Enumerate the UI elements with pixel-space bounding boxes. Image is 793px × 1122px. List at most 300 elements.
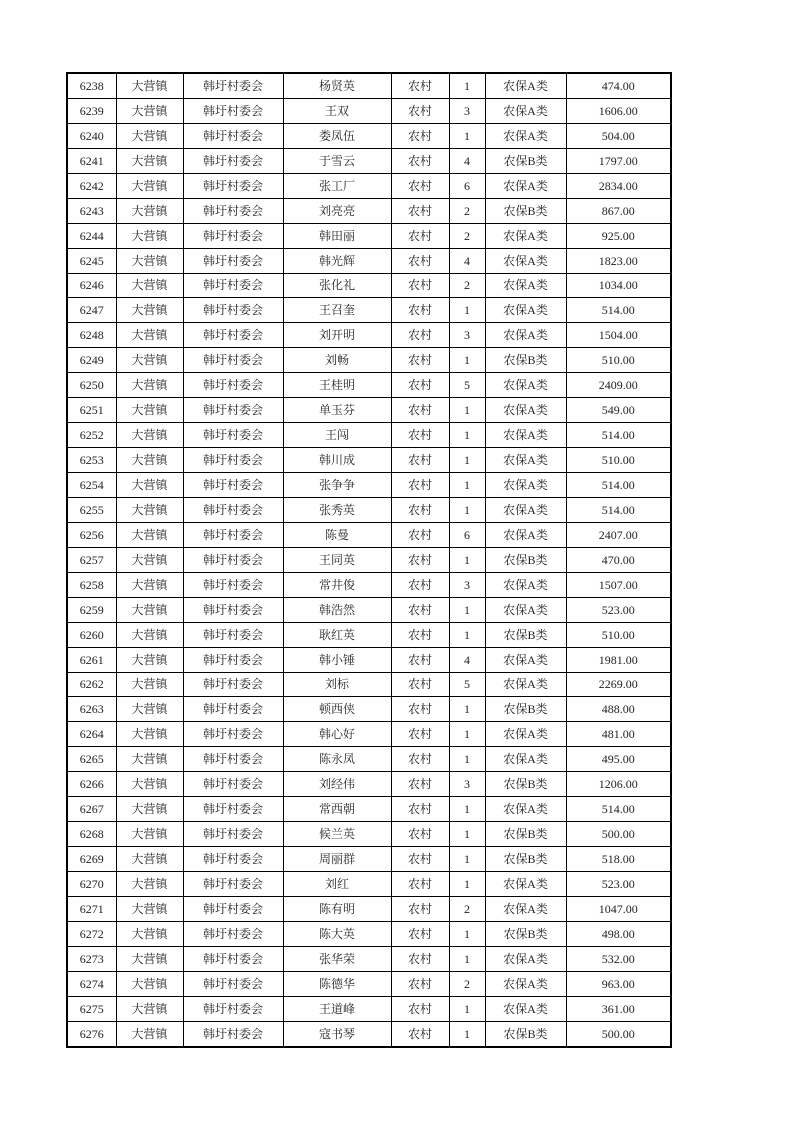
cell-type: 农保A类 xyxy=(485,98,566,123)
cell-village: 韩圩村委会 xyxy=(183,497,283,522)
cell-village: 韩圩村委会 xyxy=(183,248,283,273)
cell-town: 大营镇 xyxy=(116,448,183,473)
cell-residence: 农村 xyxy=(391,198,449,223)
cell-count: 1 xyxy=(449,847,485,872)
cell-town: 大营镇 xyxy=(116,348,183,373)
cell-count: 6 xyxy=(449,173,485,198)
cell-id: 6263 xyxy=(67,697,116,722)
cell-village: 韩圩村委会 xyxy=(183,597,283,622)
cell-name: 韩光辉 xyxy=(283,248,391,273)
cell-name: 张争争 xyxy=(283,473,391,498)
table-row xyxy=(67,772,671,797)
cell-name: 张化礼 xyxy=(283,273,391,298)
cell-type: 农保A类 xyxy=(485,497,566,522)
cell-town: 大营镇 xyxy=(116,423,183,448)
cell-residence: 农村 xyxy=(391,173,449,198)
cell-amount: 510.00 xyxy=(566,348,671,373)
cell-count: 3 xyxy=(449,772,485,797)
cell-type: 农保A类 xyxy=(485,448,566,473)
cell-name: 韩小锤 xyxy=(283,647,391,672)
cell-amount: 514.00 xyxy=(566,423,671,448)
table-row xyxy=(67,522,671,547)
cell-name: 韩田丽 xyxy=(283,223,391,248)
cell-residence: 农村 xyxy=(391,672,449,697)
cell-residence: 农村 xyxy=(391,273,449,298)
cell-id: 6265 xyxy=(67,747,116,772)
cell-name: 陈永凤 xyxy=(283,747,391,772)
cell-name: 陈德华 xyxy=(283,971,391,996)
table-row xyxy=(67,123,671,148)
cell-name: 常井俊 xyxy=(283,572,391,597)
cell-count: 6 xyxy=(449,522,485,547)
table-row xyxy=(67,1021,671,1046)
cell-count: 1 xyxy=(449,73,485,98)
cell-village: 韩圩村委会 xyxy=(183,697,283,722)
cell-id: 6242 xyxy=(67,173,116,198)
cell-type: 农保B类 xyxy=(485,148,566,173)
cell-village: 韩圩村委会 xyxy=(183,896,283,921)
cell-id: 6260 xyxy=(67,622,116,647)
cell-count: 1 xyxy=(449,398,485,423)
cell-type: 农保B类 xyxy=(485,198,566,223)
cell-count: 1 xyxy=(449,497,485,522)
cell-village: 韩圩村委会 xyxy=(183,996,283,1021)
cell-residence: 农村 xyxy=(391,323,449,348)
cell-count: 1 xyxy=(449,448,485,473)
cell-amount: 1507.00 xyxy=(566,572,671,597)
cell-type: 农保B类 xyxy=(485,348,566,373)
cell-village: 韩圩村委会 xyxy=(183,672,283,697)
cell-village: 韩圩村委会 xyxy=(183,123,283,148)
cell-id: 6268 xyxy=(67,822,116,847)
cell-amount: 1823.00 xyxy=(566,248,671,273)
cell-type: 农保A类 xyxy=(485,747,566,772)
cell-name: 于雪云 xyxy=(283,148,391,173)
cell-village: 韩圩村委会 xyxy=(183,946,283,971)
cell-name: 王道峰 xyxy=(283,996,391,1021)
cell-residence: 农村 xyxy=(391,148,449,173)
cell-type: 农保B类 xyxy=(485,772,566,797)
cell-type: 农保A类 xyxy=(485,123,566,148)
cell-id: 6246 xyxy=(67,273,116,298)
cell-name: 张华荣 xyxy=(283,946,391,971)
cell-village: 韩圩村委会 xyxy=(183,173,283,198)
cell-village: 韩圩村委会 xyxy=(183,921,283,946)
cell-name: 张工厂 xyxy=(283,173,391,198)
cell-count: 1 xyxy=(449,797,485,822)
cell-name: 王闯 xyxy=(283,423,391,448)
cell-name: 王召奎 xyxy=(283,298,391,323)
table-row xyxy=(67,148,671,173)
cell-village: 韩圩村委会 xyxy=(183,198,283,223)
cell-residence: 农村 xyxy=(391,423,449,448)
cell-residence: 农村 xyxy=(391,572,449,597)
table-row xyxy=(67,797,671,822)
cell-amount: 1504.00 xyxy=(566,323,671,348)
cell-count: 5 xyxy=(449,672,485,697)
cell-name: 常西朝 xyxy=(283,797,391,822)
cell-village: 韩圩村委会 xyxy=(183,872,283,897)
cell-town: 大营镇 xyxy=(116,647,183,672)
table-body xyxy=(67,73,671,1047)
cell-count: 4 xyxy=(449,647,485,672)
cell-town: 大营镇 xyxy=(116,996,183,1021)
table-row xyxy=(67,971,671,996)
cell-town: 大营镇 xyxy=(116,622,183,647)
cell-name: 刘开明 xyxy=(283,323,391,348)
cell-town: 大营镇 xyxy=(116,822,183,847)
cell-type: 农保A类 xyxy=(485,273,566,298)
cell-name: 王双 xyxy=(283,98,391,123)
cell-amount: 514.00 xyxy=(566,298,671,323)
cell-id: 6239 xyxy=(67,98,116,123)
document-page xyxy=(66,72,670,1048)
table-row xyxy=(67,323,671,348)
cell-type: 农保A类 xyxy=(485,797,566,822)
cell-amount: 523.00 xyxy=(566,597,671,622)
cell-town: 大营镇 xyxy=(116,722,183,747)
cell-village: 韩圩村委会 xyxy=(183,797,283,822)
cell-name: 王桂明 xyxy=(283,373,391,398)
cell-count: 2 xyxy=(449,223,485,248)
cell-count: 1 xyxy=(449,547,485,572)
cell-id: 6247 xyxy=(67,298,116,323)
cell-village: 韩圩村委会 xyxy=(183,622,283,647)
cell-amount: 470.00 xyxy=(566,547,671,572)
cell-id: 6244 xyxy=(67,223,116,248)
cell-id: 6276 xyxy=(67,1021,116,1046)
cell-amount: 1797.00 xyxy=(566,148,671,173)
cell-residence: 农村 xyxy=(391,123,449,148)
table-row xyxy=(67,872,671,897)
cell-residence: 农村 xyxy=(391,373,449,398)
cell-residence: 农村 xyxy=(391,73,449,98)
cell-amount: 510.00 xyxy=(566,622,671,647)
cell-type: 农保B类 xyxy=(485,822,566,847)
cell-residence: 农村 xyxy=(391,248,449,273)
table-row xyxy=(67,473,671,498)
table-row xyxy=(67,373,671,398)
table-row xyxy=(67,647,671,672)
cell-id: 6275 xyxy=(67,996,116,1021)
cell-town: 大营镇 xyxy=(116,597,183,622)
cell-amount: 518.00 xyxy=(566,847,671,872)
cell-residence: 农村 xyxy=(391,622,449,647)
cell-name: 张秀英 xyxy=(283,497,391,522)
cell-id: 6243 xyxy=(67,198,116,223)
cell-name: 顿西侠 xyxy=(283,697,391,722)
cell-type: 农保A类 xyxy=(485,522,566,547)
cell-village: 韩圩村委会 xyxy=(183,473,283,498)
cell-residence: 农村 xyxy=(391,996,449,1021)
cell-count: 1 xyxy=(449,423,485,448)
cell-type: 农保A类 xyxy=(485,971,566,996)
cell-village: 韩圩村委会 xyxy=(183,547,283,572)
cell-id: 6258 xyxy=(67,572,116,597)
cell-name: 陈大英 xyxy=(283,921,391,946)
cell-amount: 549.00 xyxy=(566,398,671,423)
cell-count: 1 xyxy=(449,996,485,1021)
cell-name: 周丽群 xyxy=(283,847,391,872)
cell-id: 6262 xyxy=(67,672,116,697)
cell-name: 刘亮亮 xyxy=(283,198,391,223)
table-row xyxy=(67,697,671,722)
cell-type: 农保A类 xyxy=(485,323,566,348)
cell-amount: 474.00 xyxy=(566,73,671,98)
cell-count: 1 xyxy=(449,822,485,847)
cell-count: 3 xyxy=(449,323,485,348)
cell-village: 韩圩村委会 xyxy=(183,223,283,248)
cell-count: 1 xyxy=(449,946,485,971)
cell-id: 6269 xyxy=(67,847,116,872)
cell-amount: 523.00 xyxy=(566,872,671,897)
cell-residence: 农村 xyxy=(391,971,449,996)
cell-amount: 488.00 xyxy=(566,697,671,722)
cell-amount: 1206.00 xyxy=(566,772,671,797)
cell-residence: 农村 xyxy=(391,772,449,797)
table-row xyxy=(67,398,671,423)
cell-id: 6251 xyxy=(67,398,116,423)
cell-count: 1 xyxy=(449,348,485,373)
table-row xyxy=(67,946,671,971)
cell-town: 大营镇 xyxy=(116,223,183,248)
cell-name: 王同英 xyxy=(283,547,391,572)
cell-town: 大营镇 xyxy=(116,747,183,772)
table-row xyxy=(67,248,671,273)
cell-type: 农保A类 xyxy=(485,872,566,897)
cell-count: 1 xyxy=(449,722,485,747)
cell-name: 耿红英 xyxy=(283,622,391,647)
table-row xyxy=(67,622,671,647)
cell-town: 大营镇 xyxy=(116,123,183,148)
cell-type: 农保B类 xyxy=(485,547,566,572)
table-row xyxy=(67,173,671,198)
cell-village: 韩圩村委会 xyxy=(183,398,283,423)
cell-id: 6254 xyxy=(67,473,116,498)
cell-residence: 农村 xyxy=(391,298,449,323)
cell-town: 大营镇 xyxy=(116,248,183,273)
cell-id: 6255 xyxy=(67,497,116,522)
cell-id: 6271 xyxy=(67,896,116,921)
cell-town: 大营镇 xyxy=(116,98,183,123)
cell-amount: 1606.00 xyxy=(566,98,671,123)
cell-id: 6272 xyxy=(67,921,116,946)
cell-residence: 农村 xyxy=(391,872,449,897)
cell-town: 大营镇 xyxy=(116,173,183,198)
table-row xyxy=(67,896,671,921)
cell-town: 大营镇 xyxy=(116,273,183,298)
cell-id: 6273 xyxy=(67,946,116,971)
cell-amount: 1034.00 xyxy=(566,273,671,298)
cell-type: 农保B类 xyxy=(485,622,566,647)
cell-residence: 农村 xyxy=(391,847,449,872)
cell-count: 1 xyxy=(449,123,485,148)
cell-id: 6257 xyxy=(67,547,116,572)
cell-town: 大营镇 xyxy=(116,672,183,697)
cell-amount: 514.00 xyxy=(566,797,671,822)
cell-village: 韩圩村委会 xyxy=(183,647,283,672)
cell-town: 大营镇 xyxy=(116,398,183,423)
cell-town: 大营镇 xyxy=(116,772,183,797)
cell-town: 大营镇 xyxy=(116,198,183,223)
cell-name: 单玉芬 xyxy=(283,398,391,423)
cell-residence: 农村 xyxy=(391,647,449,672)
cell-type: 农保A类 xyxy=(485,896,566,921)
benefits-table xyxy=(66,72,672,1048)
cell-type: 农保A类 xyxy=(485,173,566,198)
cell-name: 韩川成 xyxy=(283,448,391,473)
cell-residence: 农村 xyxy=(391,398,449,423)
cell-count: 1 xyxy=(449,597,485,622)
table-row xyxy=(67,298,671,323)
cell-residence: 农村 xyxy=(391,473,449,498)
cell-amount: 532.00 xyxy=(566,946,671,971)
cell-type: 农保B类 xyxy=(485,1021,566,1046)
cell-type: 农保B类 xyxy=(485,921,566,946)
cell-count: 3 xyxy=(449,572,485,597)
cell-amount: 495.00 xyxy=(566,747,671,772)
table-row xyxy=(67,847,671,872)
table-row xyxy=(67,722,671,747)
cell-count: 2 xyxy=(449,198,485,223)
cell-residence: 农村 xyxy=(391,697,449,722)
cell-type: 农保A类 xyxy=(485,423,566,448)
cell-id: 6270 xyxy=(67,872,116,897)
table-row xyxy=(67,423,671,448)
cell-residence: 农村 xyxy=(391,522,449,547)
cell-count: 5 xyxy=(449,373,485,398)
cell-town: 大营镇 xyxy=(116,847,183,872)
cell-count: 2 xyxy=(449,273,485,298)
cell-residence: 农村 xyxy=(391,722,449,747)
cell-id: 6252 xyxy=(67,423,116,448)
cell-residence: 农村 xyxy=(391,223,449,248)
cell-amount: 1047.00 xyxy=(566,896,671,921)
cell-town: 大营镇 xyxy=(116,497,183,522)
cell-type: 农保B类 xyxy=(485,697,566,722)
cell-amount: 963.00 xyxy=(566,971,671,996)
cell-id: 6250 xyxy=(67,373,116,398)
cell-village: 韩圩村委会 xyxy=(183,722,283,747)
cell-type: 农保A类 xyxy=(485,223,566,248)
cell-residence: 农村 xyxy=(391,747,449,772)
table-row xyxy=(67,597,671,622)
cell-town: 大营镇 xyxy=(116,323,183,348)
cell-id: 6240 xyxy=(67,123,116,148)
table-row xyxy=(67,547,671,572)
cell-id: 6249 xyxy=(67,348,116,373)
cell-type: 农保A类 xyxy=(485,298,566,323)
cell-amount: 1981.00 xyxy=(566,647,671,672)
cell-residence: 农村 xyxy=(391,797,449,822)
cell-count: 1 xyxy=(449,872,485,897)
cell-count: 4 xyxy=(449,248,485,273)
cell-amount: 361.00 xyxy=(566,996,671,1021)
cell-village: 韩圩村委会 xyxy=(183,522,283,547)
cell-name: 刘标 xyxy=(283,672,391,697)
cell-residence: 农村 xyxy=(391,597,449,622)
cell-name: 刘畅 xyxy=(283,348,391,373)
cell-town: 大营镇 xyxy=(116,373,183,398)
cell-amount: 514.00 xyxy=(566,473,671,498)
table-row xyxy=(67,572,671,597)
cell-residence: 农村 xyxy=(391,1021,449,1046)
cell-town: 大营镇 xyxy=(116,473,183,498)
cell-village: 韩圩村委会 xyxy=(183,98,283,123)
cell-residence: 农村 xyxy=(391,497,449,522)
cell-village: 韩圩村委会 xyxy=(183,847,283,872)
cell-town: 大营镇 xyxy=(116,572,183,597)
cell-residence: 农村 xyxy=(391,946,449,971)
cell-type: 农保A类 xyxy=(485,996,566,1021)
table-row xyxy=(67,198,671,223)
cell-village: 韩圩村委会 xyxy=(183,148,283,173)
cell-id: 6241 xyxy=(67,148,116,173)
cell-id: 6266 xyxy=(67,772,116,797)
cell-town: 大营镇 xyxy=(116,148,183,173)
cell-amount: 498.00 xyxy=(566,921,671,946)
cell-town: 大营镇 xyxy=(116,896,183,921)
cell-town: 大营镇 xyxy=(116,697,183,722)
table-row xyxy=(67,273,671,298)
cell-amount: 2269.00 xyxy=(566,672,671,697)
cell-count: 1 xyxy=(449,473,485,498)
cell-village: 韩圩村委会 xyxy=(183,348,283,373)
cell-name: 韩浩然 xyxy=(283,597,391,622)
cell-village: 韩圩村委会 xyxy=(183,273,283,298)
cell-type: 农保A类 xyxy=(485,722,566,747)
cell-count: 1 xyxy=(449,298,485,323)
table-row xyxy=(67,672,671,697)
cell-id: 6261 xyxy=(67,647,116,672)
cell-village: 韩圩村委会 xyxy=(183,423,283,448)
cell-id: 6245 xyxy=(67,248,116,273)
cell-type: 农保A类 xyxy=(485,672,566,697)
cell-count: 1 xyxy=(449,622,485,647)
cell-town: 大营镇 xyxy=(116,921,183,946)
cell-amount: 504.00 xyxy=(566,123,671,148)
table-row xyxy=(67,448,671,473)
cell-type: 农保A类 xyxy=(485,597,566,622)
cell-village: 韩圩村委会 xyxy=(183,73,283,98)
cell-name: 刘红 xyxy=(283,872,391,897)
cell-id: 6248 xyxy=(67,323,116,348)
cell-village: 韩圩村委会 xyxy=(183,448,283,473)
cell-village: 韩圩村委会 xyxy=(183,373,283,398)
cell-residence: 农村 xyxy=(391,547,449,572)
cell-name: 娄凤伍 xyxy=(283,123,391,148)
cell-town: 大营镇 xyxy=(116,946,183,971)
cell-name: 陈有明 xyxy=(283,896,391,921)
cell-town: 大营镇 xyxy=(116,522,183,547)
cell-type: 农保A类 xyxy=(485,248,566,273)
cell-id: 6264 xyxy=(67,722,116,747)
cell-town: 大营镇 xyxy=(116,547,183,572)
cell-village: 韩圩村委会 xyxy=(183,971,283,996)
cell-town: 大营镇 xyxy=(116,298,183,323)
cell-village: 韩圩村委会 xyxy=(183,1021,283,1046)
cell-type: 农保A类 xyxy=(485,946,566,971)
cell-amount: 867.00 xyxy=(566,198,671,223)
cell-residence: 农村 xyxy=(391,448,449,473)
cell-count: 2 xyxy=(449,896,485,921)
cell-count: 1 xyxy=(449,747,485,772)
cell-town: 大营镇 xyxy=(116,971,183,996)
table-row xyxy=(67,348,671,373)
cell-village: 韩圩村委会 xyxy=(183,572,283,597)
cell-count: 1 xyxy=(449,697,485,722)
cell-type: 农保A类 xyxy=(485,647,566,672)
